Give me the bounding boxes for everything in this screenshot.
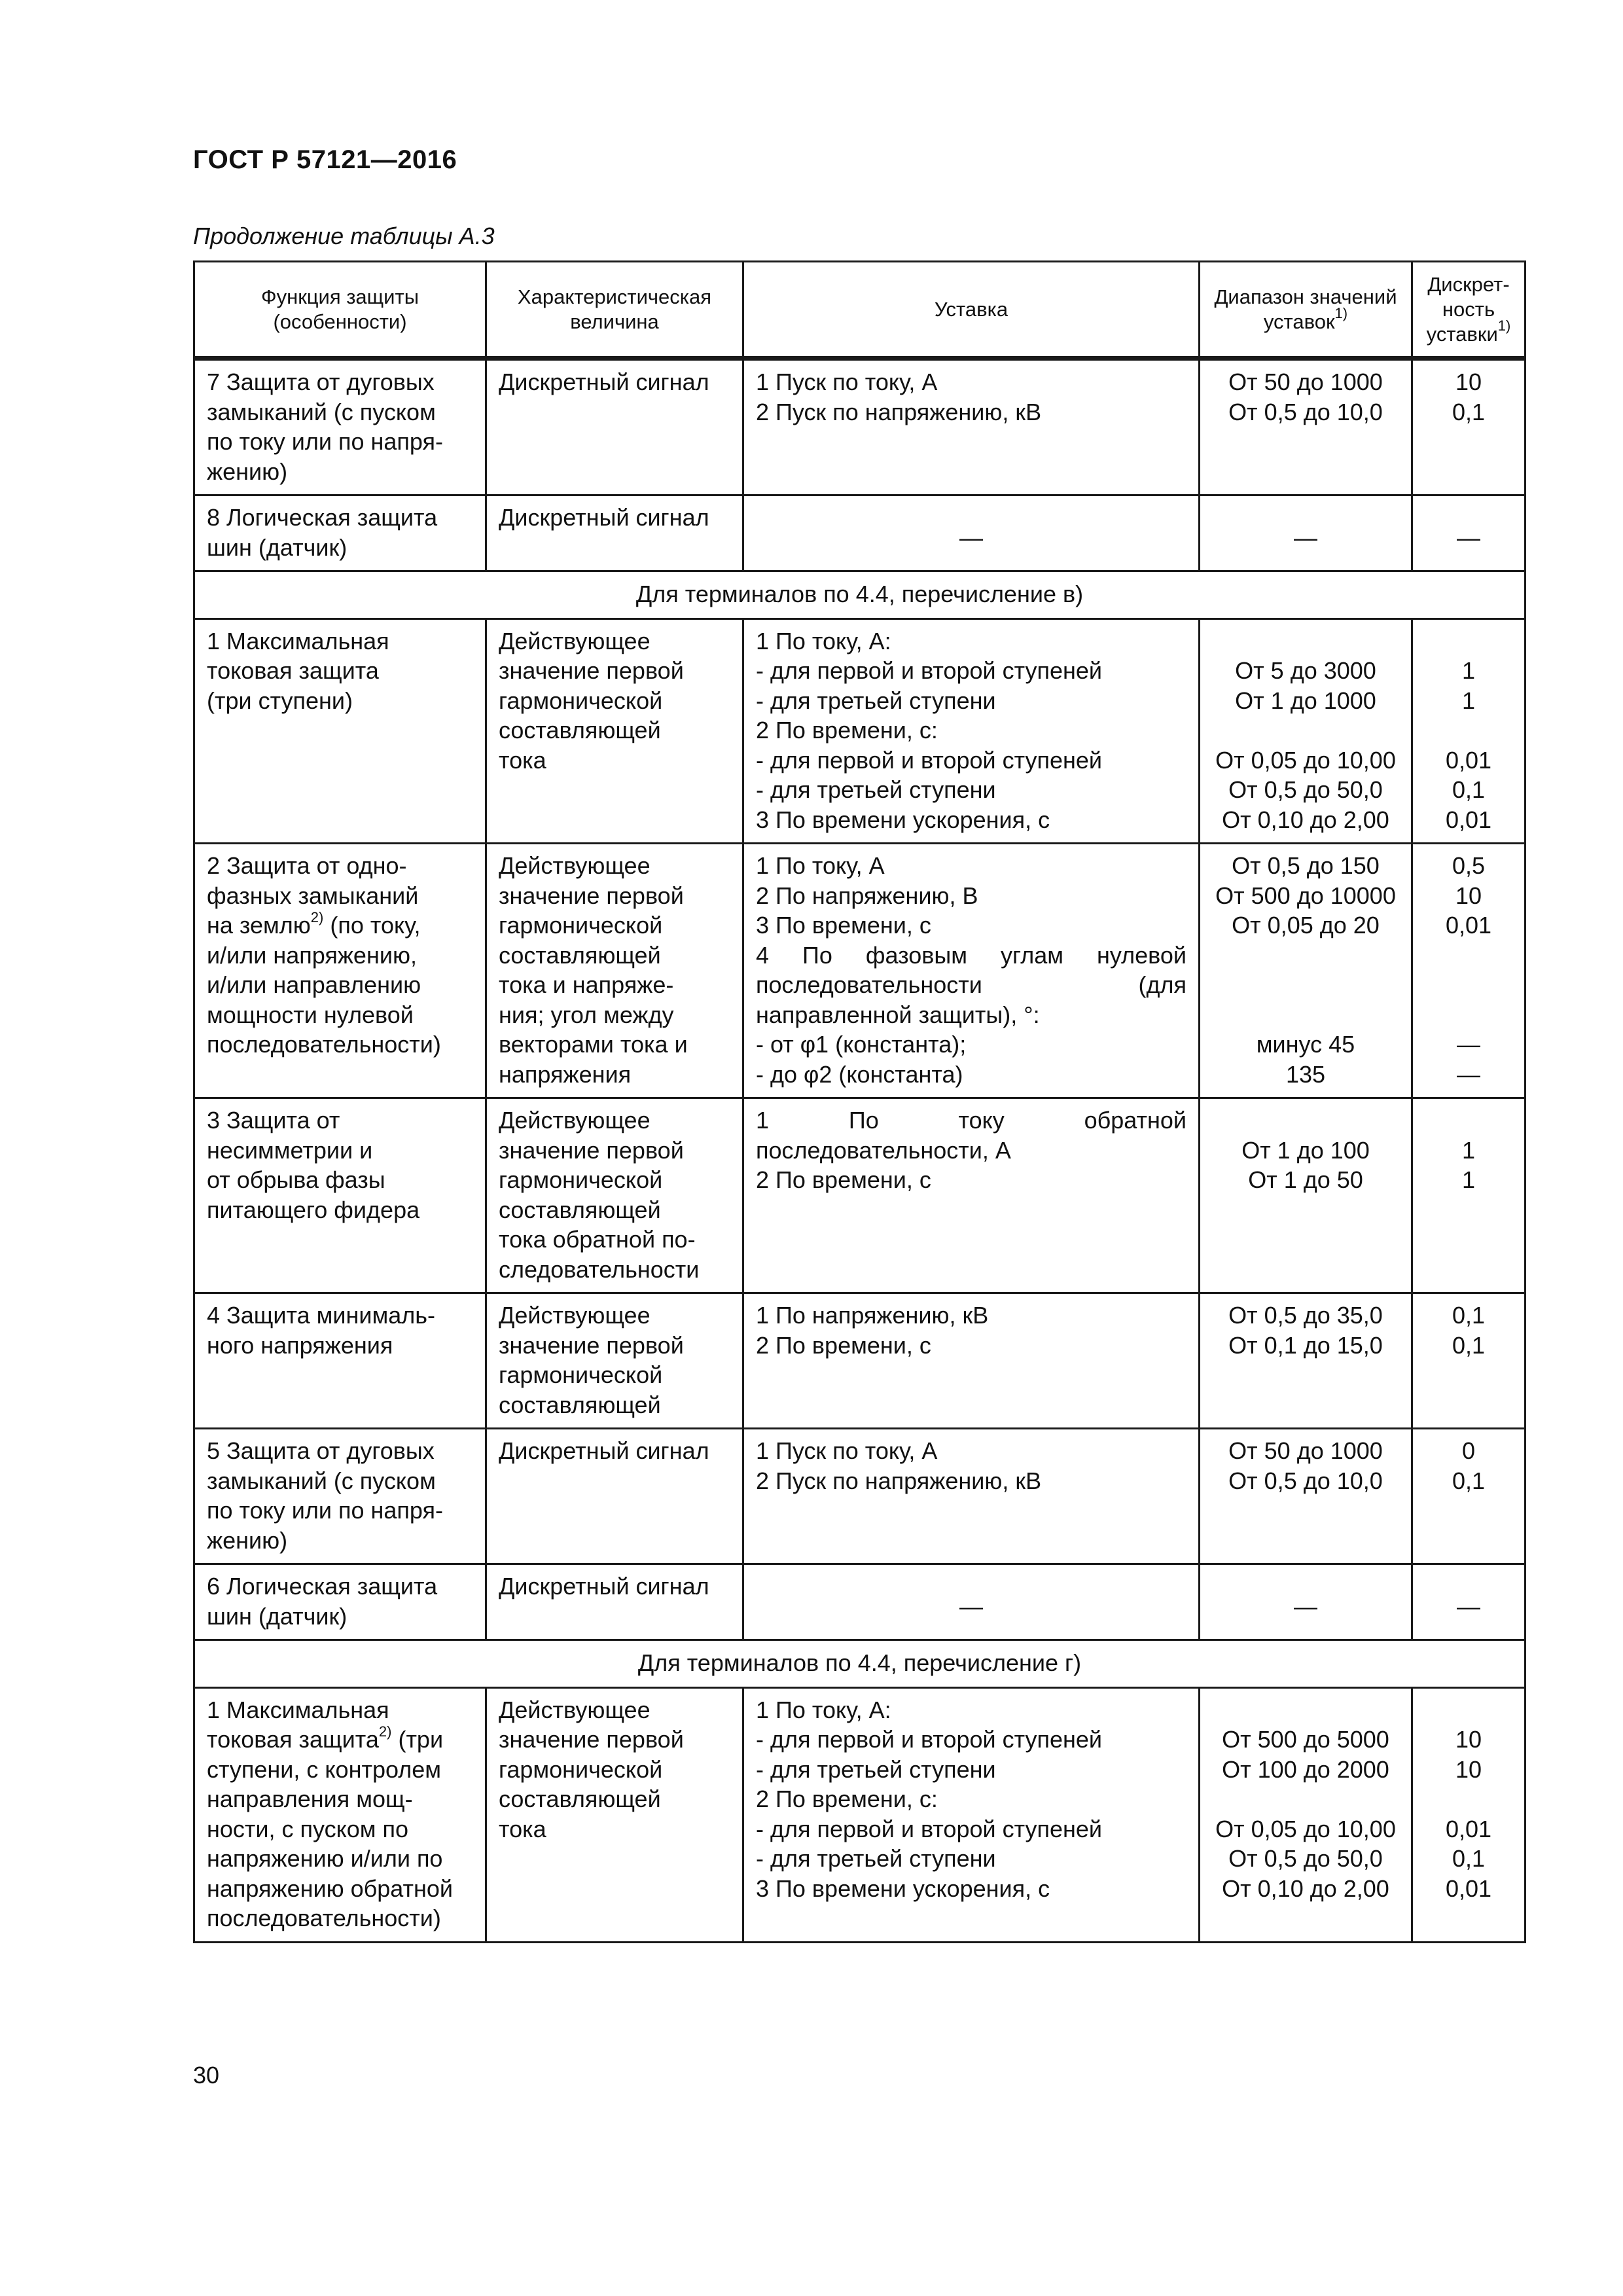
cell-function: 3 Защита от несимметрии и от обрыва фазы питающего фидера <box>194 1098 486 1293</box>
cell-range: От 0,5 до 35,0 От 0,1 до 15,0 <box>1200 1293 1412 1429</box>
cell-function: 5 Защита от дуговых замыканий (с пуском по току или по напря- жению) <box>194 1429 486 1564</box>
cell-settings: 1 По току, А 2 По напряжению, В 3 По времени, с 4 По фазовым углам нулевой последовательности (для направленной защиты), °: - от φ1 (константа); - до φ2 (константа) <box>743 844 1200 1098</box>
cell-step: 0 0,1 <box>1412 1429 1525 1564</box>
cell-characteristic: Действующее значение первой гармонической составляющей <box>486 1293 743 1429</box>
header-step: Дискрет- ность уставки$^{1)}$ <box>1412 262 1525 359</box>
cell-step: — <box>1412 1564 1525 1640</box>
table-row <box>194 1687 1525 1942</box>
table-row <box>194 619 1525 844</box>
cell-function: 6 Логическая защита шин (датчик) <box>194 1564 486 1640</box>
footnote-ref: 2) <box>378 1723 392 1740</box>
cell-characteristic: Действующее значение первой гармонической составляющей тока и напряже- ния; угол между векторами тока и напряжения <box>486 844 743 1098</box>
cell-characteristic: Дискретный сигнал <box>486 1564 743 1640</box>
cell-settings: 1 По току обратной последовательности, А 2 По времени, с <box>743 1098 1200 1293</box>
cell-range: От 1 до 100 От 1 до 50 <box>1200 1098 1412 1293</box>
cell-characteristic: Действующее значение первой гармонической составляющей тока <box>486 619 743 844</box>
cell-step: 10 0,1 <box>1412 359 1525 495</box>
table-row <box>194 1429 1525 1564</box>
cell-settings: 1 Пуск по току, А 2 Пуск по напряжению, кВ <box>743 359 1200 495</box>
cell-settings: — <box>743 1564 1200 1640</box>
cell-settings: 1 По току, А: - для первой и второй ступеней - для третьей ступени 2 По времени, с: - для первой и второй ступеней - для третьей ступени 3 По времени ускорения, с <box>743 1687 1200 1942</box>
cell-characteristic: Дискретный сигнал <box>486 1429 743 1564</box>
cell-characteristic: Дискретный сигнал <box>486 359 743 495</box>
table-row <box>194 1293 1525 1429</box>
table-row <box>194 1098 1525 1293</box>
table-row <box>194 1564 1525 1640</box>
footnote-ref: 1) <box>1334 305 1348 322</box>
cell-function: 1 Максимальная токовая защита$^{2)}$ (три ступени, с контролем направления мощ- ности, с пуском по напряжению и/или по напряжению обратной последовательности) <box>194 1687 486 1942</box>
header-characteristic: Характеристическая величина <box>486 262 743 359</box>
cell-settings: 1 По напряжению, кВ 2 По времени, с <box>743 1293 1200 1429</box>
cell-function: 8 Логическая защита шин (датчик) <box>194 495 486 571</box>
cell-step: 1 1 <box>1412 1098 1525 1293</box>
table-header-row <box>194 262 1525 359</box>
section-heading: Для терминалов по 4.4, перечисление в) <box>194 571 1525 619</box>
cell-step: 0,1 0,1 <box>1412 1293 1525 1429</box>
cell-function: 4 Защита минималь- ного напряжения <box>194 1293 486 1429</box>
cell-settings: 1 Пуск по току, А 2 Пуск по напряжению, кВ <box>743 1429 1200 1564</box>
section-row <box>194 571 1525 619</box>
settings-table <box>193 260 1526 1943</box>
cell-step: 1 1 0,01 0,1 0,01 <box>1412 619 1525 844</box>
cell-range: От 50 до 1000 От 0,5 до 10,0 <box>1200 1429 1412 1564</box>
cell-function: 1 Максимальная токовая защита (три ступени) <box>194 619 486 844</box>
footnote-ref: 2) <box>310 909 324 925</box>
cell-characteristic: Дискретный сигнал <box>486 495 743 571</box>
cell-range: От 50 до 1000 От 0,5 до 10,0 <box>1200 359 1412 495</box>
cell-step: 10 10 0,01 0,1 0,01 <box>1412 1687 1525 1942</box>
cell-range: От 0,5 до 150 От 500 до 10000 От 0,05 до 20 минус 45 135 <box>1200 844 1412 1098</box>
cell-step: 0,5 10 0,01 — — <box>1412 844 1525 1098</box>
table-caption: Продолжение таблицы А.3 <box>193 223 495 249</box>
cell-range: — <box>1200 1564 1412 1640</box>
header-function: Функция защиты (особенности) <box>194 262 486 359</box>
cell-settings: — <box>743 495 1200 571</box>
table-row <box>194 359 1525 495</box>
cell-range: От 500 до 5000 От 100 до 2000 От 0,05 до 10,00 От 0,5 до 50,0 От 0,10 до 2,00 <box>1200 1687 1412 1942</box>
document-title: ГОСТ Р 57121—2016 <box>193 145 457 174</box>
header-range: Диапазон значений уставок$^{1)}$ <box>1200 262 1412 359</box>
footnote-ref: 1) <box>1497 317 1511 334</box>
page-number: 30 <box>193 2062 220 2089</box>
section-heading: Для терминалов по 4.4, перечисление г) <box>194 1640 1525 1688</box>
header-setting: Уставка <box>743 262 1200 359</box>
cell-function: 2 Защита от одно- фазных замыканий на землю$^{2)}$ (по току, и/или напряжению, и/или направлению мощности нулевой последовательности) <box>194 844 486 1098</box>
cell-step: — <box>1412 495 1525 571</box>
cell-characteristic: Действующее значение первой гармонической составляющей тока <box>486 1687 743 1942</box>
cell-range: — <box>1200 495 1412 571</box>
cell-settings: 1 По току, А: - для первой и второй ступеней - для третьей ступени 2 По времени, с: - для первой и второй ступеней - для третьей ступени 3 По времени ускорения, с <box>743 619 1200 844</box>
cell-function: 7 Защита от дуговых замыканий (с пуском по току или по напря- жению) <box>194 359 486 495</box>
cell-characteristic: Действующее значение первой гармонической составляющей тока обратной по- следовательности <box>486 1098 743 1293</box>
cell-range: От 5 до 3000 От 1 до 1000 От 0,05 до 10,00 От 0,5 до 50,0 От 0,10 до 2,00 <box>1200 619 1412 844</box>
table-row <box>194 495 1525 571</box>
table-row <box>194 844 1525 1098</box>
section-row <box>194 1640 1525 1688</box>
